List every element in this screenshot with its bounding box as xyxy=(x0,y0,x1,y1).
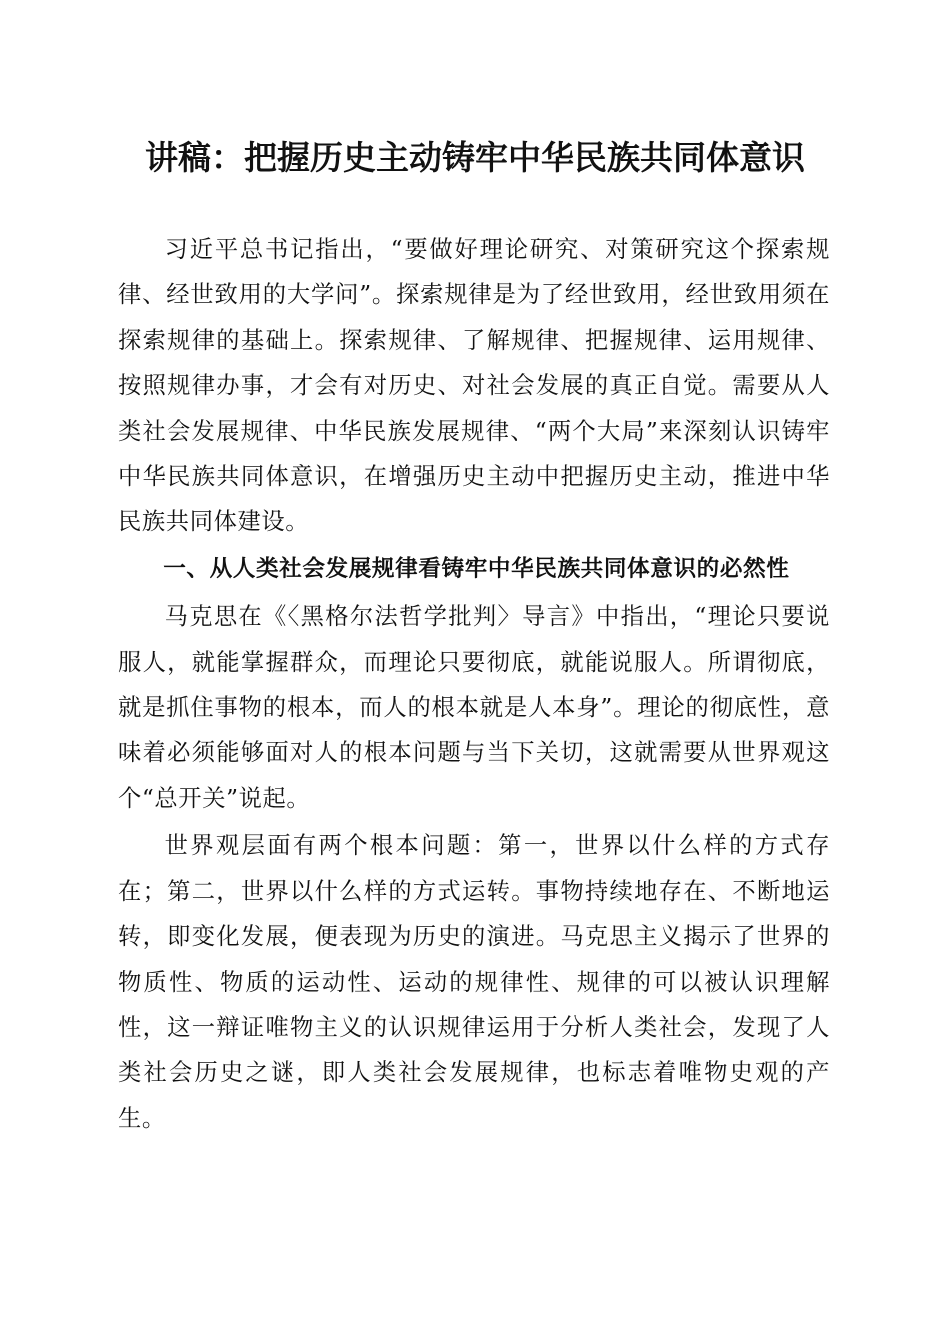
document-title: 讲稿：把握历史主动铸牢中华民族共同体意识 xyxy=(145,138,805,177)
body-paragraph-worldview: 世界观层面有两个根本问题：第一，世界以什么样的方式存在；第二，世界以什么样的方式运转。事物持续地存在、不断地运转，即变化发展，便表现为历史的演进。马克思主义揭示了世界的物质性、物质的运动性、运动的规律性、规律的可以被认识理解性，这一辩证唯物主义的认识规律运用于分析人类社会，发现了人类社会历史之谜，即人类社会发展规律，也标志着唯物史观的产生。 xyxy=(118,832,830,1132)
section-heading-1: 一、从人类社会发展规律看铸牢中华民族共同体意识的必然性 xyxy=(163,555,790,582)
intro-paragraph: 习近平总书记指出，“要做好理论研究、对策研究这个探索规律、经世致用的大学问”。探索规律是为了经世致用，经世致用须在探索规律的基础上。探索规律、了解规律、把握规律、运用规律、按照规律办事，才会有对历史、对社会发展的真正自觉。需要从人类社会发展规律、中华民族发展规律、“两个大局”来深刻认识铸牢中华民族共同体意识，在增强历史主动中把握历史主动，推进中华民族共同体建设。 xyxy=(118,236,830,536)
document-body xyxy=(118,227,830,1141)
body-paragraph-marx: 马克思在《〈黑格尔法哲学批判〉导言》中指出，“理论只要说服人，就能掌握群众，而理论只要彻底，就能说服人。所谓彻底，就是抓住事物的根本，而人的根本就是人本身”。理论的彻底性，意味着必须能够面对人的根本问题与当下关切，这就需要从世界观这个“总开关”说起。 xyxy=(118,603,830,812)
